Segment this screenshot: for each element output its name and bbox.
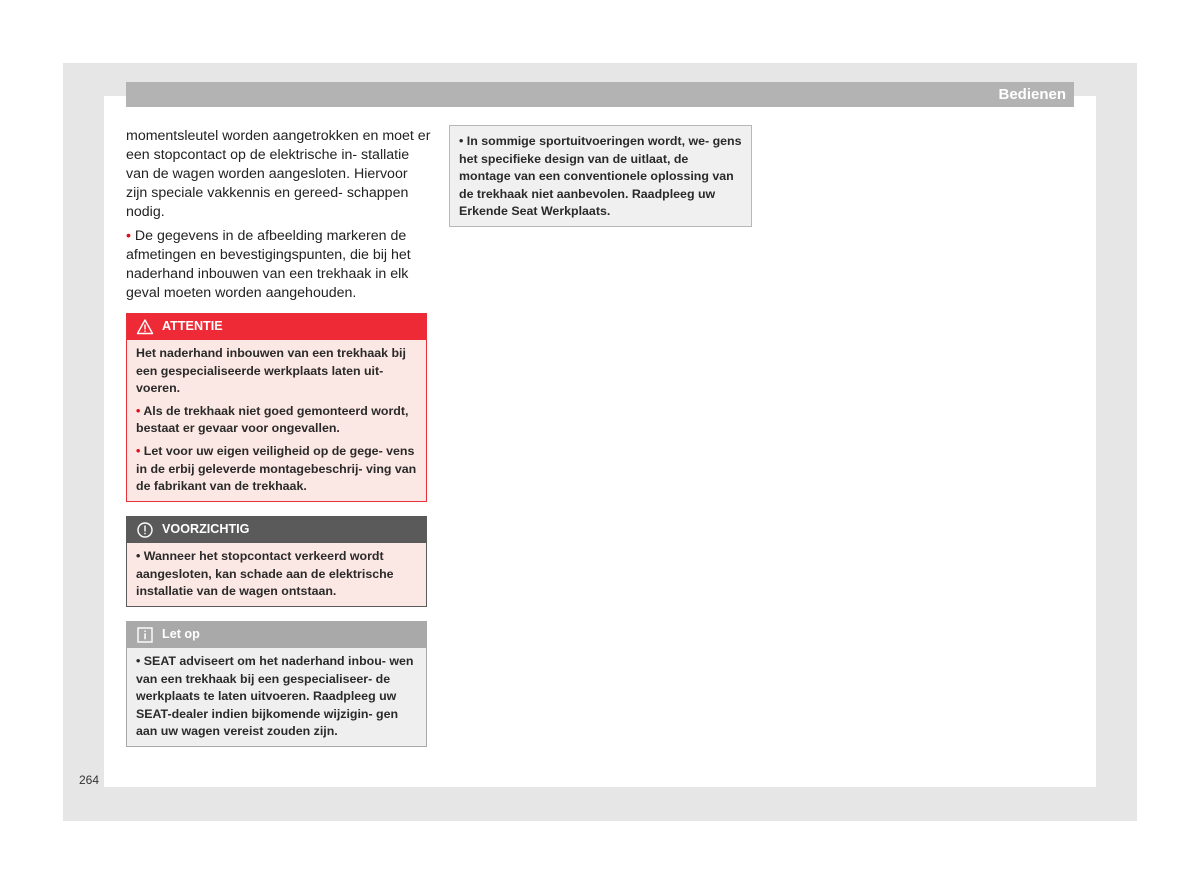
warning-box-title: ATTENTIE xyxy=(162,319,223,334)
note-box-header xyxy=(127,622,426,648)
exclamation-circle-icon xyxy=(136,521,154,539)
warning-box-body xyxy=(127,340,426,501)
caution-box-header xyxy=(127,517,426,543)
section-title: Bedienen xyxy=(998,86,1066,103)
side-note-box xyxy=(449,125,752,227)
warning-intro: Het naderhand inbouwen van een trekhaak bij een gespecialiseerde werkplaats laten uit- voeren. xyxy=(136,346,406,396)
paragraph: momentsleutel worden aangetrokken en moet er een stopcontact op de elektrische in- stallatie van de wagen worden aangesloten. Hiervoor zijn speciale vakkennis en gereed- schappen nodig. xyxy=(126,128,431,220)
info-icon xyxy=(136,626,154,644)
warning-bullet-text: Als de trekhaak niet goed gemonteerd wordt, bestaat er gevaar voor ongevallen. xyxy=(136,403,409,436)
note-bullet xyxy=(136,653,418,741)
main-text-column xyxy=(126,127,431,308)
caution-box-title: VOORZICHTIG xyxy=(162,522,250,537)
warning-bullet xyxy=(136,443,418,496)
warning-box-header xyxy=(127,314,426,340)
caution-bullet xyxy=(136,548,418,601)
section-header xyxy=(126,82,1074,107)
caution-box-body xyxy=(127,543,426,606)
page-number: 264 xyxy=(79,773,100,787)
bullet-dot: • xyxy=(126,228,131,244)
side-note-text: In sommige sportuitvoeringen wordt, we- gens het specifieke design van de uitlaat, de montage van een conventionele oplossing van de trekhaak niet aanbevolen. Raadpleeg uw Erkende Seat Werkplaats. xyxy=(459,134,742,219)
bullet-dot: • xyxy=(459,134,464,148)
warning-box xyxy=(126,313,427,502)
bullet-dot: • xyxy=(136,443,141,458)
note-bullet-text: SEAT adviseert om het naderhand inbou- wen van een trekhaak bij een gespecialiseer- de werkplaats te laten uitvoeren. Raadpleeg uw SEAT-dealer indien bijkomende wijzigin- gen aan uw wagen vereist zouden zijn. xyxy=(136,654,414,739)
warning-bullet xyxy=(136,403,418,438)
caution-box xyxy=(126,516,427,607)
caution-bullet-text: Wanneer het stopcontact verkeerd wordt aangesloten, kan schade aan de elektrische installatie van de wagen ontstaan. xyxy=(136,549,394,599)
bullet-text: De gegevens in de afbeelding markeren de afmetingen en bevestigingspunten, die bij het naderhand inbouwen van een trekhaak in elk geval moeten worden aangehouden. xyxy=(126,228,411,301)
warning-triangle-icon xyxy=(136,318,154,336)
note-box-body xyxy=(127,648,426,746)
bullet-dot: • xyxy=(136,654,141,668)
bullet-paragraph xyxy=(126,227,431,303)
warning-bullet-text: Let voor uw eigen veiligheid op de gege- vens in de erbij geleverde montagebeschrij- ving van de fabrikant van de trekhaak. xyxy=(136,443,417,494)
bullet-dot: • xyxy=(136,549,141,563)
note-box xyxy=(126,621,427,747)
note-box-title: Let op xyxy=(162,627,200,642)
bullet-dot: • xyxy=(136,403,141,418)
